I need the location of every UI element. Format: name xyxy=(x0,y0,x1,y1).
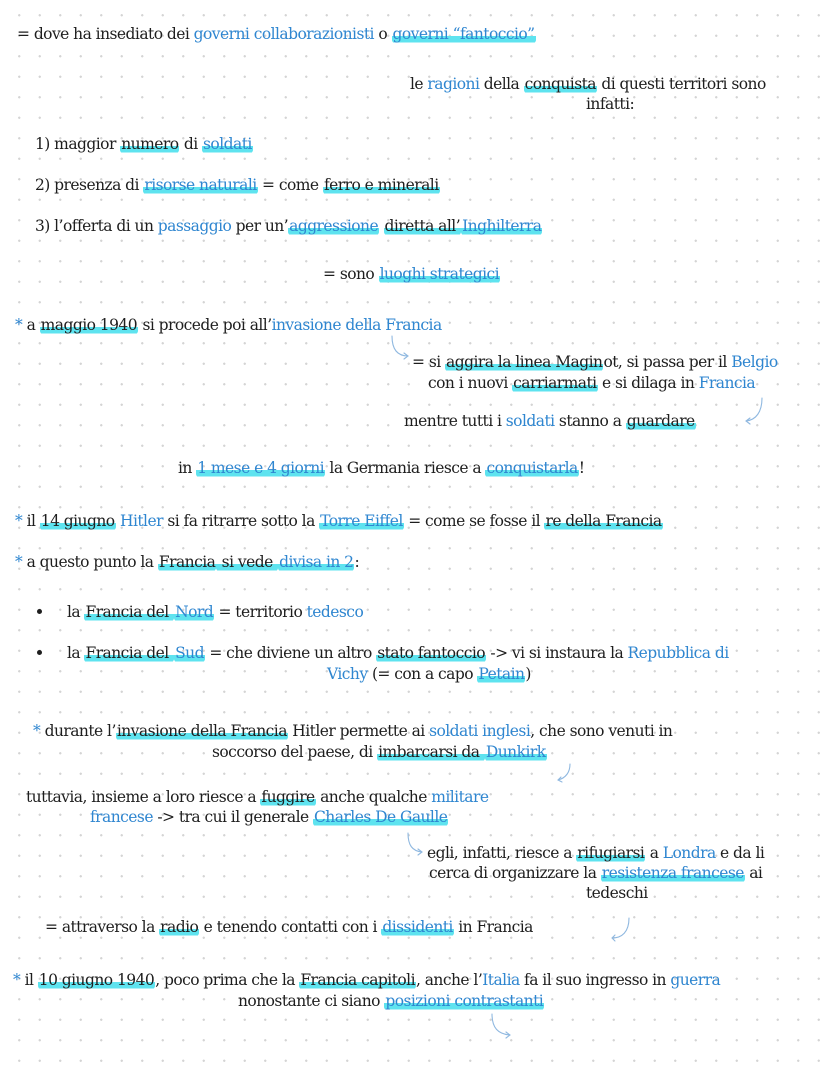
highlighted-text: rifugiarsi xyxy=(577,844,645,862)
note-line-1 xyxy=(17,24,536,44)
highlighted-keyword: 1 mese e 4 giorni xyxy=(197,459,325,477)
curved-arrow-icon xyxy=(408,833,422,855)
highlighted-text: fuggire xyxy=(261,788,315,806)
highlighted-text: Francia del xyxy=(85,644,174,662)
note-line-6 xyxy=(35,216,542,236)
curved-arrow-icon xyxy=(392,336,408,359)
keyword: Repubblica di xyxy=(627,644,729,662)
note-line-11 xyxy=(404,411,696,431)
note-line-13 xyxy=(15,511,663,531)
text: anche qualche xyxy=(315,788,432,806)
text: nonostante ci siano xyxy=(238,992,385,1010)
text: : xyxy=(354,553,360,571)
text: = come xyxy=(257,176,323,194)
highlighted-keyword: resistenza francese xyxy=(601,864,744,882)
highlighted-text: Francia del xyxy=(85,603,174,621)
text: a xyxy=(26,316,40,334)
highlighted-keyword: Nord xyxy=(175,603,214,621)
keyword: governi collaborazionisti xyxy=(193,25,374,43)
text: soccorso del paese, di xyxy=(212,743,378,761)
bullet-dot-icon xyxy=(37,650,42,655)
highlighted-text: re della Francia xyxy=(545,512,662,530)
note-line-19 xyxy=(212,742,547,762)
note-line-22 xyxy=(427,843,764,863)
text: , che sono venuti in xyxy=(530,722,673,740)
highlighted-keyword: Inghilterra xyxy=(462,217,542,235)
highlighted-keyword: luoghi strategici xyxy=(379,265,500,283)
text: a xyxy=(645,844,663,862)
bullet-dot-icon xyxy=(37,609,42,614)
curved-arrow-icon xyxy=(746,398,762,424)
highlighted-text: radio xyxy=(160,918,199,936)
text: e da li xyxy=(715,844,765,862)
keyword: militare xyxy=(431,788,489,806)
highlighted-keyword: divisa in 2 xyxy=(279,553,354,571)
highlighted-keyword: Dunkirk xyxy=(485,743,546,761)
highlighted-keyword: soldati xyxy=(203,135,252,153)
text: la xyxy=(67,603,85,621)
highlighted-text: conquista xyxy=(524,75,596,93)
note-line-4 xyxy=(35,134,253,154)
text: a questo punto la xyxy=(26,553,158,571)
text: in xyxy=(178,459,197,477)
highlighted-text: maggio 1940 xyxy=(40,316,138,334)
text: le xyxy=(410,75,428,93)
note-line-12 xyxy=(178,458,584,478)
text: fa il suo ingresso in xyxy=(519,971,671,989)
keyword: soldati xyxy=(505,412,555,430)
highlighted-text: 10 giugno 1940 xyxy=(38,971,155,989)
highlighted-text: diretta all’ xyxy=(384,217,461,235)
text: = dove ha insediato dei xyxy=(17,25,194,43)
text: = territorio xyxy=(214,603,307,621)
text: il xyxy=(26,512,40,530)
highlighted-text: 14 giugno xyxy=(40,512,115,530)
asterisk: * xyxy=(33,722,45,740)
text: di xyxy=(179,135,203,153)
text: durante l’ xyxy=(44,722,116,740)
text: ot, si passa per il xyxy=(603,353,732,371)
keyword: ragioni xyxy=(427,75,480,93)
note-line-24 xyxy=(586,883,648,903)
keyword: Hitler xyxy=(119,512,163,530)
note-line-23 xyxy=(429,863,762,883)
note-line-25 xyxy=(45,917,533,937)
keyword: soldati inglesi xyxy=(429,722,531,740)
text: , poco prima che la xyxy=(155,971,300,989)
text: -> tra cui il generale xyxy=(152,808,313,826)
text: tuttavia, insieme a loro riesce a xyxy=(26,788,261,806)
keyword: Belgio xyxy=(731,353,778,371)
text: egli, infatti, riesce a xyxy=(427,844,577,862)
text: con i nuovi xyxy=(428,374,513,392)
curved-arrow-icon xyxy=(612,918,629,941)
curved-arrow-icon xyxy=(558,764,570,782)
text: = attraverso la xyxy=(45,918,160,936)
text: = si xyxy=(412,353,446,371)
highlighted-text: aggira la linea Magin xyxy=(446,353,603,371)
highlighted-text: carriarmati xyxy=(513,374,597,392)
text: -> vi si instaura la xyxy=(486,644,628,662)
note-line-27 xyxy=(238,991,544,1011)
keyword: guerra xyxy=(670,971,721,989)
highlighted-text: Francia capitoli xyxy=(300,971,415,989)
highlighted-keyword: aggressione xyxy=(289,217,379,235)
note-line-14 xyxy=(15,552,359,572)
text: della xyxy=(479,75,524,93)
text: ) xyxy=(525,665,531,683)
note-line-3 xyxy=(586,94,634,114)
highlighted-keyword: risorse naturali xyxy=(144,176,257,194)
text: cerca di organizzare la xyxy=(429,864,601,882)
text: tedeschi xyxy=(586,884,648,902)
text: mentre tutti i xyxy=(404,412,506,430)
highlighted-keyword: posizioni contrastanti xyxy=(385,992,544,1010)
highlighted-keyword: governi “fantoccio” xyxy=(392,25,535,43)
text: Hitler permette ai xyxy=(287,722,430,740)
note-line-10 xyxy=(428,373,755,393)
highlighted-keyword: Petain xyxy=(478,665,525,683)
highlighted-text: Francia xyxy=(158,553,216,571)
note-line-21 xyxy=(90,807,448,827)
keyword: Londra xyxy=(662,844,716,862)
highlighted-text: invasione della Francia xyxy=(116,722,287,740)
highlighted-keyword: Sud xyxy=(175,644,204,662)
text: la xyxy=(67,644,85,662)
note-line-15 xyxy=(67,602,363,622)
note-line-17 xyxy=(327,664,531,684)
keyword: francese xyxy=(90,808,153,826)
note-line-18 xyxy=(33,721,672,741)
text: e tenendo contatti con i xyxy=(199,918,382,936)
highlighted-text: ferro e minerali xyxy=(323,176,439,194)
note-line-5 xyxy=(35,175,440,195)
text: 3) l’offerta di un xyxy=(35,217,158,235)
note-line-20 xyxy=(26,787,488,807)
note-line-8 xyxy=(15,315,442,335)
highlighted-keyword: Charles De Gaulle xyxy=(314,808,448,826)
note-line-2 xyxy=(410,74,766,94)
asterisk: * xyxy=(15,553,27,571)
highlighted-keyword: conquistarla xyxy=(486,459,578,477)
note-line-26 xyxy=(13,970,720,990)
text: infatti: xyxy=(586,95,635,113)
keyword: invasione della Francia xyxy=(271,316,442,334)
highlighted-keyword: dissidenti xyxy=(382,918,453,936)
text: il xyxy=(24,971,38,989)
text: per un’ xyxy=(231,217,289,235)
text: 2) presenza di xyxy=(35,176,144,194)
note-line-9 xyxy=(412,352,778,372)
highlighted-text: guardare xyxy=(626,412,695,430)
keyword: Vichy xyxy=(327,665,368,683)
text: o xyxy=(373,25,392,43)
curved-arrow-icon xyxy=(492,1014,510,1038)
text: si fa ritrarre sotto la xyxy=(162,512,320,530)
keyword: passaggio xyxy=(157,217,232,235)
text: in Francia xyxy=(453,918,533,936)
highlighted-text: numero xyxy=(121,135,179,153)
note-line-7 xyxy=(323,264,500,284)
highlighted-keyword: Torre Eiffel xyxy=(320,512,403,530)
text xyxy=(379,217,383,235)
text: la Germania riesce a xyxy=(325,459,486,477)
keyword: Francia xyxy=(698,374,756,392)
highlighted-text: si vede xyxy=(217,553,278,571)
note-line-16 xyxy=(67,643,729,663)
text: ! xyxy=(578,459,585,477)
highlighted-text: stato fantoccio xyxy=(377,644,486,662)
text: si procede poi all’ xyxy=(138,316,272,334)
text: e si dilaga in xyxy=(597,374,699,392)
text: = come se fosse il xyxy=(403,512,545,530)
asterisk: * xyxy=(15,316,27,334)
highlighted-text: imbarcarsi da xyxy=(378,743,484,761)
keyword: tedesco xyxy=(306,603,364,621)
asterisk: * xyxy=(15,512,27,530)
keyword: Italia xyxy=(482,971,520,989)
text: (= con a capo xyxy=(367,665,478,683)
text: di questi territori sono xyxy=(596,75,766,93)
text: ai xyxy=(744,864,763,882)
text: = sono xyxy=(323,265,379,283)
text: stanno a xyxy=(554,412,626,430)
asterisk: * xyxy=(13,971,25,989)
text: 1) maggior xyxy=(35,135,121,153)
text: = che diviene un altro xyxy=(204,644,377,662)
text: , anche l’ xyxy=(415,971,483,989)
